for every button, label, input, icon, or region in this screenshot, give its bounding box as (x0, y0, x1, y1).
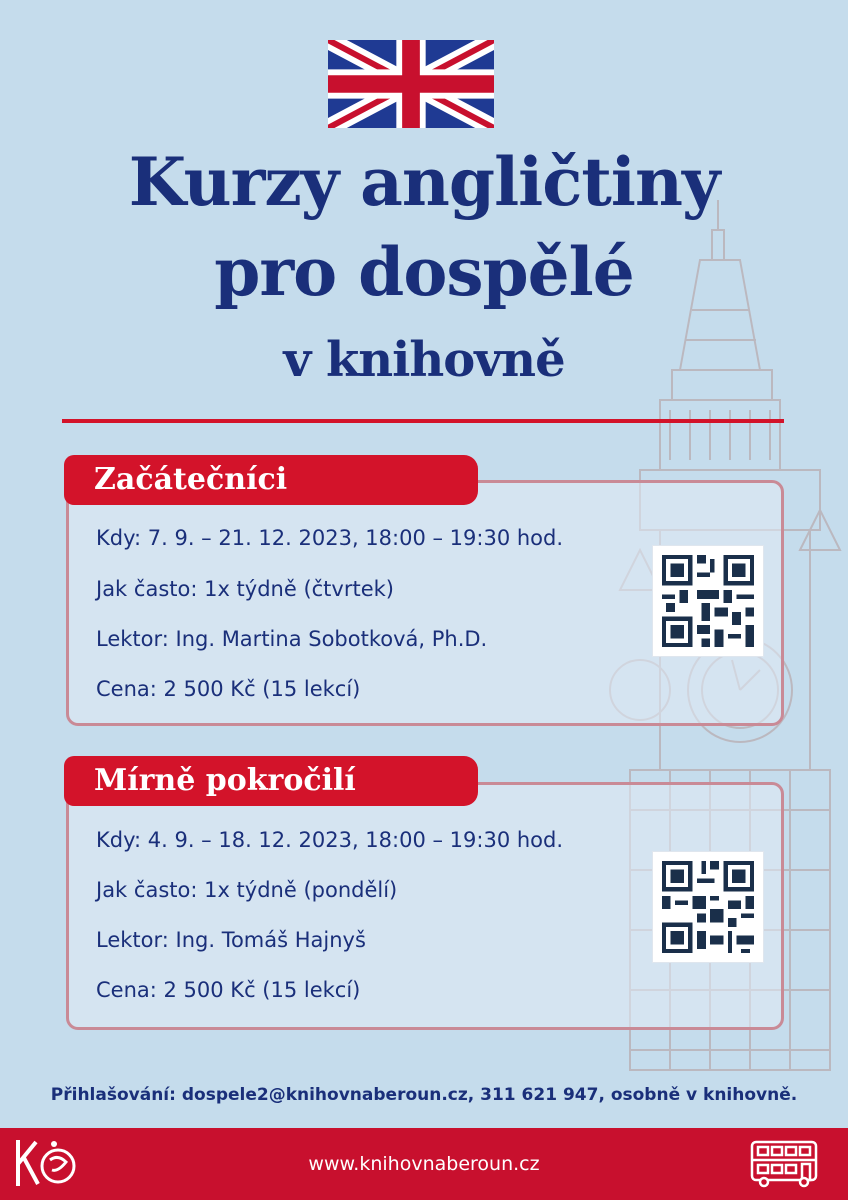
title-line-1: Kurzy angličtiny (128, 143, 720, 221)
title-line-2: pro dospělé (214, 233, 634, 311)
course-level-label: Začátečníci (64, 455, 478, 505)
union-jack-flag-icon (328, 40, 494, 128)
qr-code-icon[interactable] (652, 545, 764, 657)
course-when: Kdy: 4. 9. – 18. 12. 2023, 18:00 – 19:30 hod. (96, 828, 564, 852)
signup-info: Přihlašování: dospele2@knihovnaberoun.cz, 311 621 947, osobně v knihovně. (50, 1085, 798, 1105)
course-lecturer: Lektor: Ing. Tomáš Hajnyš (96, 928, 366, 952)
title-line-3: v knihovně (283, 332, 565, 388)
course-frequency: Jak často: 1x týdně (čtvrtek) (96, 577, 394, 601)
qr-code-icon[interactable] (652, 851, 764, 963)
course-when: Kdy: 7. 9. – 21. 12. 2023, 18:00 – 19:30 hod. (96, 526, 564, 550)
course-price: Cena: 2 500 Kč (15 lekcí) (96, 677, 361, 701)
course-lecturer: Lektor: Ing. Martina Sobotková, Ph.D. (96, 627, 488, 651)
footer-website[interactable]: www.knihovnaberoun.cz (308, 1153, 540, 1175)
title-divider (62, 419, 784, 423)
course-frequency: Jak často: 1x týdně (pondělí) (96, 878, 398, 902)
course-price: Cena: 2 500 Kč (15 lekcí) (96, 978, 361, 1002)
course-level-label: Mírně pokročilí (64, 756, 478, 806)
double-decker-bus-icon (748, 1138, 820, 1188)
